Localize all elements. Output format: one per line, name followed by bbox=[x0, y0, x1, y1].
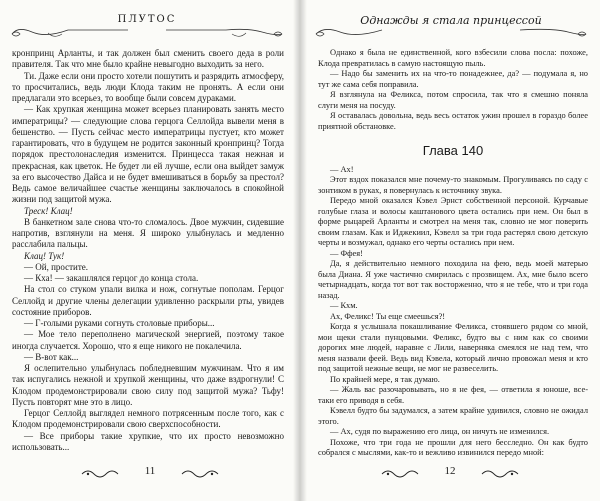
chapter-title: Глава 140 bbox=[422, 143, 484, 158]
paragraph: — Г-голыми руками согнуть столовые приборы... bbox=[24, 318, 215, 328]
paragraph: — Кха! — закашлялся герцог до конца стола. bbox=[24, 273, 199, 283]
left-page-text bbox=[12, 48, 284, 453]
paragraph: — В-вот как... bbox=[24, 351, 79, 362]
right-page-text bbox=[318, 48, 588, 459]
paragraph: кронпринц Арланты, и так должен был сменить своего деда в роли правителя. Так что мне было крайне невыгодно выходить за него. bbox=[12, 48, 284, 70]
book-gutter bbox=[293, 0, 307, 501]
paragraph: Кэвелл будто бы задумался, а затем крайне удивился, словно не ожидал этого. bbox=[318, 406, 588, 426]
paragraph: Когда я услышала покашливание Феликса, стоявшего рядом со мной, мои щеки стали пунцовыми. Феликс, будто вы с ним как со своими дорогих мне людей, наравне с Лили, наверняка смеялся не над тем, что меня назвали феей. Ведь вид Кэвела, который лично провожал меня и кто под защитой нежные вещи, не мог не развеселить. bbox=[318, 322, 588, 373]
left-page-footer bbox=[80, 464, 220, 484]
paragraph: Передо мной оказался Кэвел Эрнст собственной персоной. Курчавые голубые глаза и волосы каштанового цвета остались при нем. Он был в форме рыцарей Арланты и смотрел на меня так, словно не мог поверить своим глазам. Как и Иджекиил, Кэвелл за три года растерял свою детскую черты и возмужал, однако его черты остались при нем. bbox=[318, 196, 588, 247]
paragraph: — Жаль вас разочаровывать, но я не фея, — ответила я юноше, все-таки его приводя в себя. bbox=[318, 385, 588, 405]
paragraph: Да, я действительно немного походила на фею, ведь моей матерью была Диана. Я уже частично смирилась с прозвищем. Ах, мне было всего четырнадцать, когда тот вот так восторженно, что я не тебе, что и три года назад. bbox=[318, 259, 588, 300]
paragraph: — Ах, судя по выражению его лица, он ничуть не изменился. bbox=[330, 427, 550, 436]
right-footer-ornament-right-icon bbox=[480, 468, 520, 480]
paragraph: Герцог Селлойд выглядел немного потрясенным после того, как с Клодом продемонстрировали свою сверхспособности. bbox=[12, 408, 284, 430]
right-page-number: 12 bbox=[444, 465, 456, 477]
paragraph: По крайней мере, я так думаю. bbox=[330, 374, 440, 384]
paragraph: Этот вздох показался мне почему-то знакомым. Прогуливаясь по саду с зонтиком в руках, я повернулась к источнику звука. bbox=[318, 175, 588, 195]
paragraph: — Мое тело переполнено магической энергией, поэтому такое иногда случается. Хорошо, что я еще никого не покалечила. bbox=[12, 329, 284, 351]
paragraph: — Все приборы такие хрупкие, что их просто невозможно использовать... bbox=[12, 430, 284, 452]
paragraph: Однако я была не единственной, кого взбесили слова посла: похоже, Клода превратилась в самую настоящую пыль. bbox=[318, 48, 588, 68]
left-page-header bbox=[8, 4, 286, 44]
paragraph: Ах, Феликс! Ты еще смеешься?! bbox=[330, 311, 446, 321]
paragraph: Я ослепительно улыбнулась побледневшим мужчинам. Что я им так испугались нежной и хрупкой женщины, что даже вздрогнули! С Клодом продемонстрировали свою силу под защитой мужа? Тьфу! Пусть повторят мне это в лицо. bbox=[12, 363, 284, 407]
paragraph: — Ой, простите. bbox=[24, 261, 89, 272]
paragraph: — Ах! bbox=[330, 164, 354, 174]
paragraph: Похоже, что три года не прошли для него бесследно. Он как будто собрался с мыслями, как-то и вежливо извинился передо мной: bbox=[318, 437, 588, 457]
paragraph: — Надо бы заменить их на что-то понадежнее, да? — подумала я, но тут же сама себя поправила. bbox=[318, 69, 588, 89]
paragraph: — Кхм. bbox=[330, 301, 358, 310]
paragraph: — Как хрупкая женщина может всерьез планировать занять место императрицы? — следующие слова герцога Селлойда вывели меня в бешенство. — Пусть сейчас место императрицы пустует, кто может гарантировать, что в будущем не родится законный кронпринц? Тогда порядок престолонаследия изменится. Принцесса такая нежная и прекрасная, как цветок. Не будет ли ей лучше, если она выйдет замуж за его высочество Дайса и не будет вмешиваться в борьбу за престол? Ведь самое величайшее счастье женщины заключалось в спокойной жизни под защитой мужа. bbox=[12, 104, 284, 205]
paragraph: Ти. Даже если они просто хотели пошутить и разрядить атмосферу, то просчитались, ведь люди Клода таким не пронять. А если они предлагали это всерьез, то вообще были совсем дураками. bbox=[12, 70, 284, 103]
right-page bbox=[300, 0, 600, 501]
paragraph: Я оставалась довольна, ведь весь остаток ужин прошел в гораздо более приятной обстановке. bbox=[318, 111, 588, 131]
left-footer-ornament-right-icon bbox=[180, 468, 220, 480]
paragraph: — Ффея! bbox=[330, 248, 363, 258]
paragraph: Треск! Клац! bbox=[24, 205, 73, 216]
right-page-header bbox=[312, 4, 590, 44]
right-running-title: Однажды я стала принцессой bbox=[360, 14, 542, 27]
paragraph: Я взглянула на Феликса, потом спросила, так что я смешно поняла слуги меня на посуду. bbox=[318, 90, 588, 110]
paragraph: В банкетном зале снова что-то сломалось. Двое мужчин, сидевшие напротив, взглянули на меня. Я широко улыбнулась и медленно расслабила пальцы. bbox=[12, 216, 284, 250]
paragraph: На стол со стуком упали вилка и нож, согнутые пополам. Герцог Селлойд и другие члены делегации удивленно раскрыли рты, увидев состояние приборов. bbox=[12, 284, 284, 317]
paragraph: Клац! Тук! bbox=[24, 250, 65, 261]
right-page-footer bbox=[380, 464, 520, 484]
left-page-number: 11 bbox=[144, 465, 156, 477]
left-running-title: ПЛУТОС bbox=[117, 14, 177, 25]
